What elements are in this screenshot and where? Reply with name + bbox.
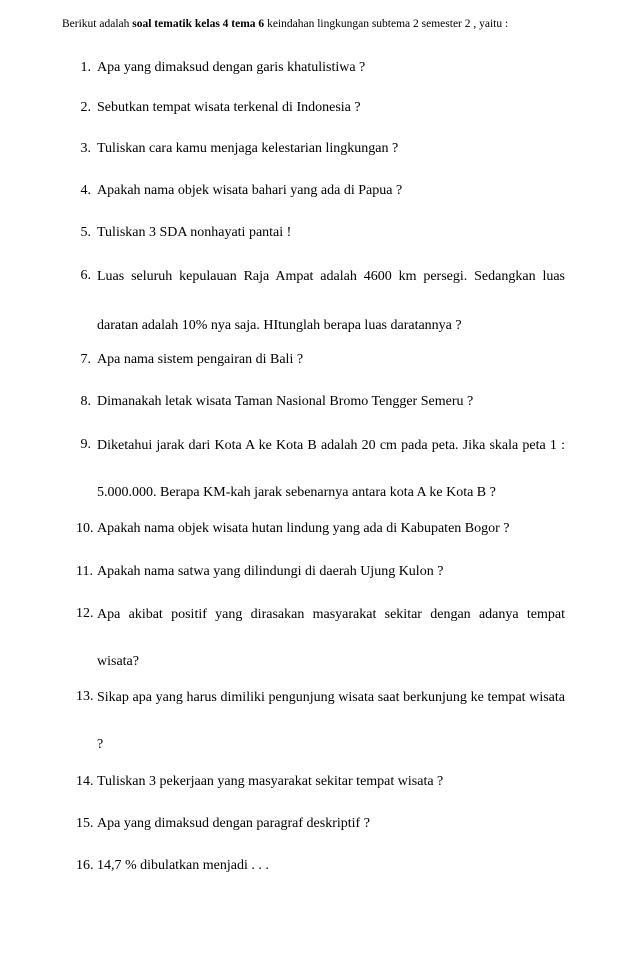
question-text: Apa akibat positif yang dirasakan masyarakat sekitar dengan adanya tempat wisata? xyxy=(97,607,565,669)
question-text: Dimanakah letak wisata Taman Nasional Bromo Tengger Semeru ? xyxy=(97,394,474,409)
question-text: Sikap apa yang harus dimiliki pengunjung wisata saat berkunjung ke tempat wisata ? xyxy=(97,690,565,752)
question-number: 12. xyxy=(76,606,94,621)
intro-suffix: keindahan lingkungan subtema 2 semester 2 , yaitu : xyxy=(264,18,509,30)
intro-paragraph xyxy=(62,15,622,33)
question-text: Apakah nama objek wisata bahari yang ada di Papua ? xyxy=(97,183,403,198)
question-number: 1. xyxy=(80,60,91,75)
question-number: 13. xyxy=(76,689,94,704)
question-text: Diketahui jarak dari Kota A ke Kota B adalah 20 cm pada peta. Jika skala peta 1 : 5.000.000. Berapa KM-kah jarak sebenarnya antara kota A ke Kota B ? xyxy=(97,438,565,500)
question-text: Sebutkan tempat wisata terkenal di Indonesia ? xyxy=(97,100,361,115)
question-text: Tuliskan cara kamu menjaga kelestarian lingkungan ? xyxy=(97,141,399,156)
question-number: 7. xyxy=(80,352,91,367)
question-number: 16. xyxy=(76,858,94,873)
question-text: Tuliskan 3 SDA nonhayati pantai ! xyxy=(97,225,292,240)
question-number: 8. xyxy=(80,394,91,409)
question-text: Apakah nama satwa yang dilindungi di daerah Ujung Kulon ? xyxy=(97,564,444,579)
question-number: 9. xyxy=(80,437,91,452)
intro-prefix: Berikut adalah xyxy=(62,18,133,30)
question-number: 10. xyxy=(76,521,94,536)
intro-bold: soal tematik kelas 4 tema 6 xyxy=(132,18,265,30)
question-number: 4. xyxy=(80,183,91,198)
question-number: 3. xyxy=(80,141,91,156)
question-text: Apa nama sistem pengairan di Bali ? xyxy=(97,352,304,367)
question-text: Apakah nama objek wisata hutan lindung yang ada di Kabupaten Bogor ? xyxy=(97,521,510,536)
question-text: Apa yang dimaksud dengan paragraf deskriptif ? xyxy=(97,816,370,831)
question-text: Tuliskan 3 pekerjaan yang masyarakat sekitar tempat wisata ? xyxy=(97,774,444,789)
question-text: 14,7 % dibulatkan menjadi . . . xyxy=(97,858,269,873)
question-text: Apa yang dimaksud dengan garis khatulistiwa ? xyxy=(97,60,366,75)
question-number: 11. xyxy=(76,564,93,579)
question-number: 2. xyxy=(80,100,91,115)
question-number: 14. xyxy=(76,774,94,789)
question-number: 15. xyxy=(76,816,94,831)
question-number: 6. xyxy=(80,268,91,283)
question-text: Luas seluruh kepulauan Raja Ampat adalah 4600 km persegi. Sedangkan luas daratan adalah 10% nya saja. HItunglah berapa luas daratannya ? xyxy=(97,269,565,333)
question-number: 5. xyxy=(80,225,91,240)
